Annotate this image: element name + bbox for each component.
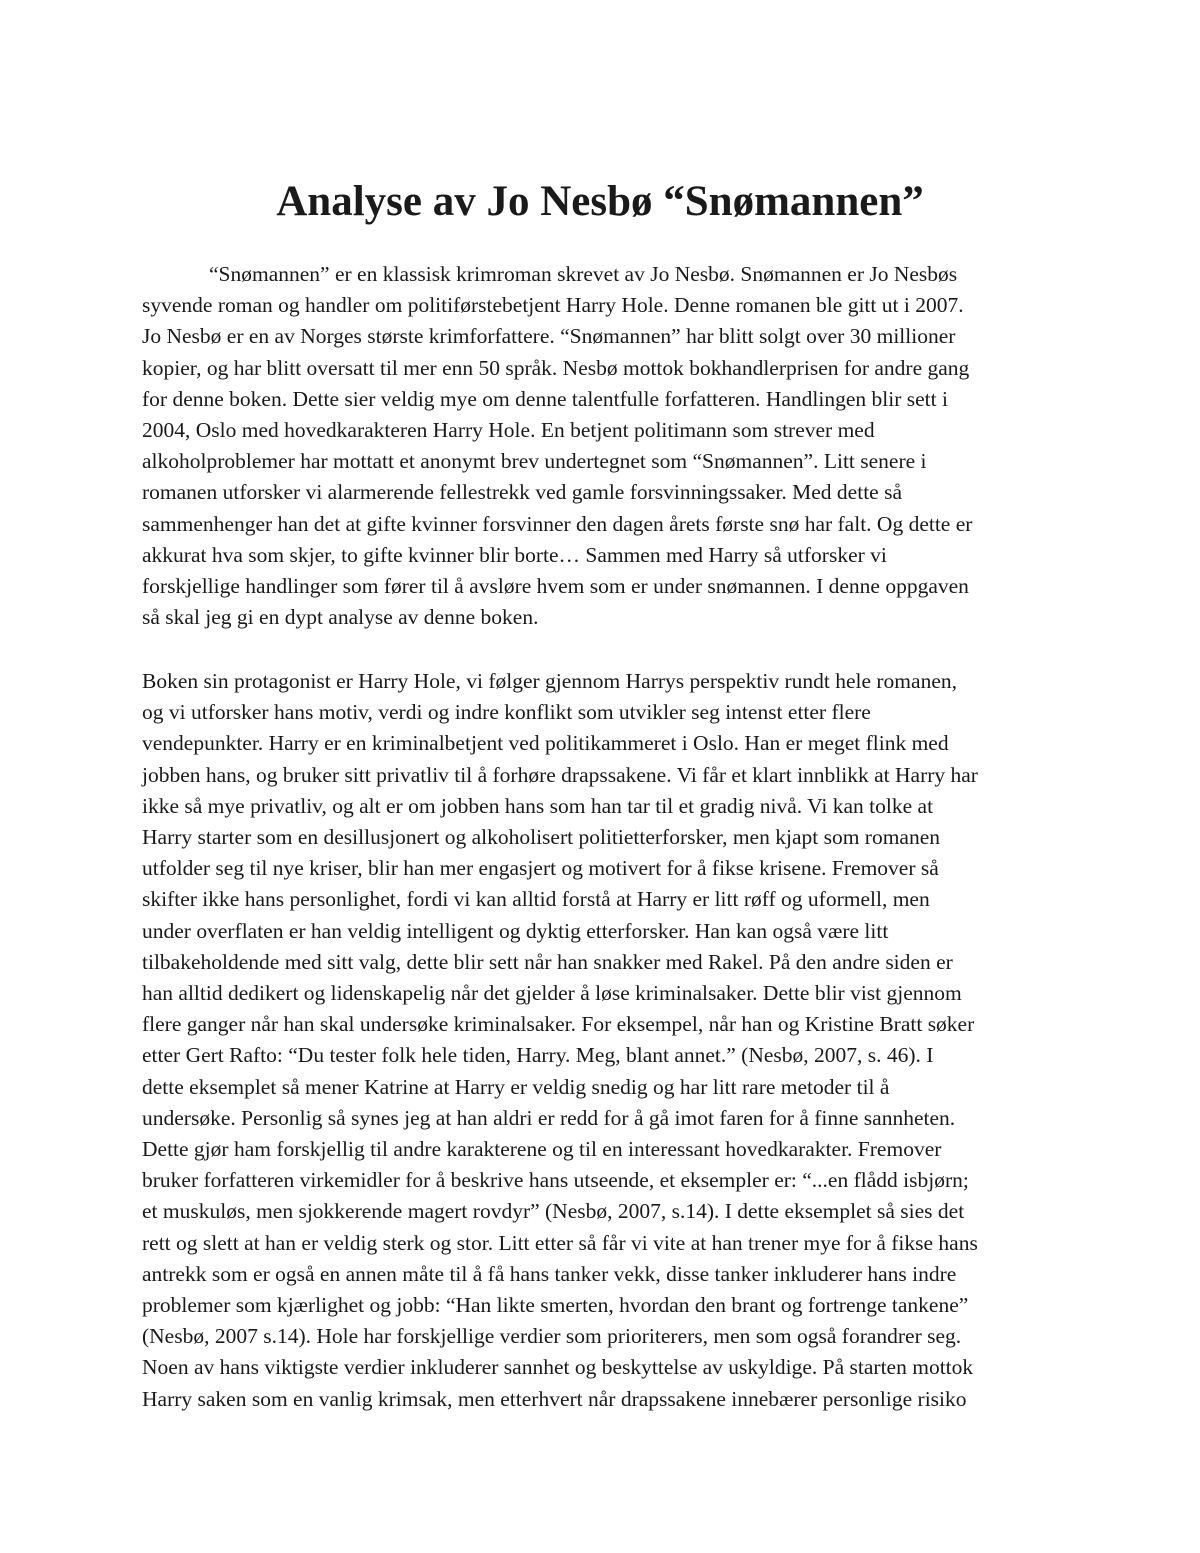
text-line: syvende roman og handler om politiførstebetjent Harry Hole. Denne romanen ble gitt ut i 2007. — [142, 293, 964, 318]
text-line: etter Gert Rafto: “Du tester folk hele tiden, Harry. Meg, blant annet.” (Nesbø, 2007, s. 46). I — [142, 1043, 934, 1068]
text-line: “Snømannen” er en klassisk krimroman skrevet av Jo Nesbø. Snømannen er Jo Nesbøs — [209, 262, 958, 286]
text-line: ikke så mye privatliv, og alt er om jobben hans som han tar til et gradig nivå. Vi kan tolke at — [142, 793, 934, 818]
intro-paragraph — [142, 259, 1067, 633]
text-line: forskjellige handlinger som fører til å avsløre hvem som er under snømannen. I denne oppgaven — [142, 574, 969, 599]
text-line: vendepunkter. Harry er en kriminalbetjent ved politikammeret i Oslo. Han er meget flink med — [142, 731, 949, 756]
text-line: Harry saken som en vanlig krimsak, men etterhvert når drapssakene innebærer personlige risiko — [142, 1386, 967, 1411]
text-line: Jo Nesbø er en av Norges største krimforfattere. “Snømannen” har blitt solgt over 30 millioner — [142, 324, 956, 349]
text-line: antrekk som er også en annen måte til å få hans tanker vekk, disse tanker inkluderer hans indre — [142, 1261, 957, 1286]
text-line: kopier, og har blitt oversatt til mer enn 50 språk. Nesbø mottok bokhandlerprisen for andre gang — [142, 355, 970, 380]
text-line: så skal jeg gi en dypt analyse av denne boken. — [142, 605, 539, 630]
text-line: skifter ikke hans personlighet, fordi vi kan alltid forstå at Harry er litt røff og uformell, men — [142, 887, 930, 912]
text-line: utfolder seg til nye kriser, blir han mer engasjert og motivert for å fikse krisene. Fremover så — [142, 856, 939, 881]
text-line: jobben hans, og bruker sitt privatliv til å forhøre drapssakene. Vi får et klart innblikk at Harry har — [142, 762, 978, 787]
text-line: tilbakeholdende med sitt valg, dette blir sett når han snakker med Rakel. På den andre siden er — [142, 949, 953, 974]
document-title: Analyse av Jo Nesbø “Snømannen” — [276, 178, 924, 225]
text-line: rett og slett at han er veldig sterk og stor. Litt etter så får vi vite at han trener mye for å fikse hans — [142, 1230, 978, 1255]
text-line: han alltid dedikert og lidenskapelig når det gjelder å løse kriminalsaker. Dette blir vist gjennom — [142, 981, 962, 1006]
text-line: og vi utforsker hans motiv, verdi og indre konflikt som utvikler seg intenst etter flere — [142, 700, 871, 725]
text-line: Dette gjør ham forskjellig til andre karakterene og til en interessant hovedkarakter. Fremover — [142, 1137, 942, 1162]
text-line: under overflaten er han veldig intelligent og dyktig etterforsker. Han kan også være litt — [142, 918, 889, 943]
text-line: problemer som kjærlighet og jobb: “Han likte smerten, hvordan den brant og fortrenge tankene” — [142, 1293, 969, 1318]
text-line: Boken sin protagonist er Harry Hole, vi følger gjennom Harrys perspektiv rundt hele romanen, — [142, 669, 957, 693]
text-line: sammenhenger han det at gifte kvinner forsvinner den dagen årets første snø har falt. Og dette er — [142, 511, 973, 536]
text-line: for denne boken. Dette sier veldig mye om denne talentfulle forfatteren. Handlingen blir sett i — [142, 386, 948, 411]
text-line: flere ganger når han skal undersøke kriminalsaker. For eksempel, når han og Kristine Bratt søker — [142, 1012, 975, 1037]
text-line: Noen av hans viktigste verdier inkluderer sannhet og beskyttelse av uskyldige. På starten mottok — [142, 1355, 974, 1380]
text-line: et muskuløs, men sjokkerende magert rovdyr” (Nesbø, 2007, s.14). I dette eksemplet så sies det — [142, 1199, 965, 1224]
text-line: undersøke. Personlig så synes jeg at han aldri er redd for å gå imot faren for å finne sannheten. — [142, 1105, 956, 1130]
text-line: dette eksemplet så mener Katrine at Harry er veldig snedig og har litt rare metoder til å — [142, 1074, 890, 1099]
text-line: Harry starter som en desillusjonert og alkoholisert politietterforsker, men kjapt som romanen — [142, 825, 941, 850]
text-line: 2004, Oslo med hovedkarakteren Harry Hole. En betjent politimann som strever med — [142, 418, 875, 443]
text-line: romanen utforsker vi alarmerende fellestrekk ved gamle forsvinningssaker. Med dette så — [142, 480, 902, 505]
text-line: (Nesbø, 2007 s.14). Hole har forskjellige verdier som prioriterers, men som også forandrer seg. — [142, 1324, 962, 1349]
text-line: bruker forfatteren virkemidler for å beskrive hans utseende, et eksempler er: “...en flådd isbjørn; — [142, 1168, 969, 1193]
text-line: akkurat hva som skjer, to gifte kvinner blir borte… Sammen med Harry så utforsker vi — [142, 542, 887, 567]
text-line: alkoholproblemer har mottatt et anonymt brev undertegnet som “Snømannen”. Litt senere i — [142, 449, 927, 474]
protagonist-paragraph — [142, 666, 1067, 1415]
